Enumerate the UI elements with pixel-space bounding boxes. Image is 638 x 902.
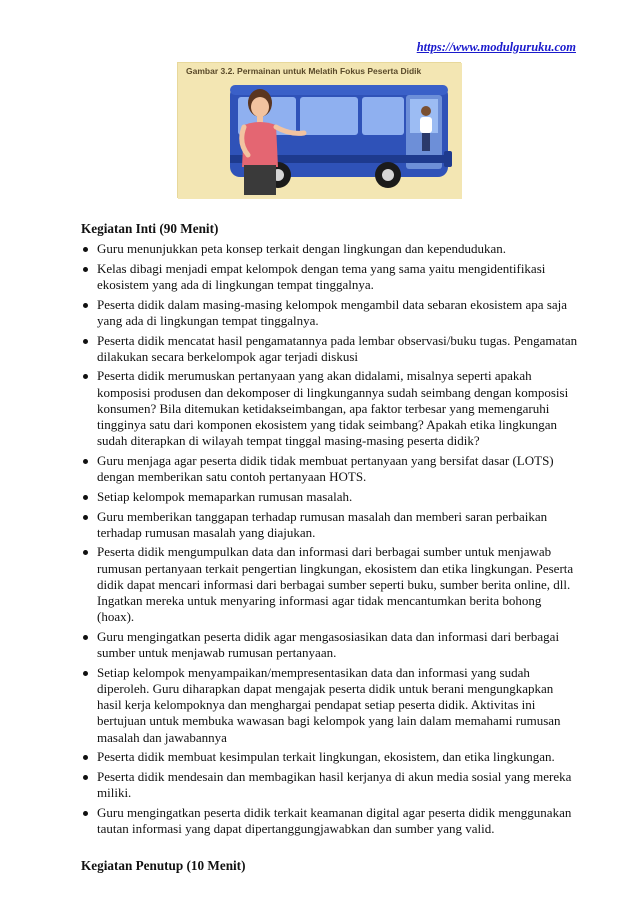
bullet-icon xyxy=(83,811,88,816)
list-item: Peserta didik mengumpulkan data dan informasi dari berbagai sumber untuk menjawab rumusan pertanyaan terkait pengertian lingkungan, ekosistem dan etika lingkungan. Peserta didik dapat mencari informasi dari berbagai sumber seperti buku, sumber berita online, dll. Ingatkan mereka untuk menyaring informasi agar tidak mencantumkan berita bohong (hoax). xyxy=(81,544,581,625)
bullet-icon xyxy=(83,515,88,520)
bullet-icon xyxy=(83,550,88,555)
bullet-icon xyxy=(83,459,88,464)
list-item: Guru menunjukkan peta konsep terkait dengan lingkungan dan kependudukan. xyxy=(81,241,581,257)
bullet-icon xyxy=(83,495,88,500)
list-item: Setiap kelompok menyampaikan/mempresentasikan data dan informasi yang sudah diperoleh. Guru diharapkan dapat mengajak peserta didik untuk berani mengungkapkan hasil kerja kelompoknya dan menghargai pendapat setiap peserta didik. Aktivitas ini bertujuan untuk membuka wawasan bagi kelompok yang lain dalam memahami rumusan masalah dan jawabannya xyxy=(81,665,581,746)
source-url-link[interactable]: https://www.modulguruku.com xyxy=(416,40,576,54)
list-item: Peserta didik mencatat hasil pengamatannya pada lembar observasi/buku tugas. Pengamatan dilakukan secara berkelompok agar terjadi diskusi xyxy=(81,333,581,365)
bullet-icon xyxy=(83,339,88,344)
list-item: Guru menjaga agar peserta didik tidak membuat pertanyaan yang bersifat dasar (LOTS) dengan memberikan satu contoh pertanyaan HOTS. xyxy=(81,453,581,485)
list-item: Peserta didik membuat kesimpulan terkait lingkungan, ekosistem, dan etika lingkungan. xyxy=(81,749,581,765)
section-title-penutup: Kegiatan Penutup (10 Menit) xyxy=(81,858,246,874)
activity-list xyxy=(81,241,581,837)
figure-caption: Gambar 3.2. Permainan untuk Melatih Fokus Peserta Didik xyxy=(186,66,422,76)
list-item: Peserta didik dalam masing-masing kelompok mengambil data sebaran ekosistem apa saja yang ada di lingkungan tempat tinggalnya. xyxy=(81,297,581,329)
list-item: Setiap kelompok memaparkan rumusan masalah. xyxy=(81,489,581,505)
bullet-icon xyxy=(83,247,88,252)
list-item: Guru mengingatkan peserta didik terkait keamanan digital agar peserta didik menggunakan tautan informasi yang dapat dipertanggungjawabkan dan sumber yang valid. xyxy=(81,805,581,837)
bullet-icon xyxy=(83,303,88,308)
bullet-icon xyxy=(83,671,88,676)
list-item: Guru memberikan tanggapan terhadap rumusan masalah dan memberi saran perbaikan terhadap rumusan masalah yang diajukan. xyxy=(81,509,581,541)
bullet-icon xyxy=(83,635,88,640)
main-content xyxy=(81,220,581,875)
list-item: Guru mengingatkan peserta didik agar mengasosiasikan data dan informasi dari berbagai sumber untuk menjawab rumusan pertanyaan. xyxy=(81,629,581,661)
bullet-icon xyxy=(83,775,88,780)
section-title-inti: Kegiatan Inti (90 Menit) xyxy=(81,221,219,236)
list-item: Peserta didik merumuskan pertanyaan yang akan didalami, misalnya seperti apakah komposisi produsen dan dekomposer di lingkungannya sudah seimbang dengan komposisi konsumen? Bila ditemukan ketidakseimbangan, apa faktor terbesar yang memengaruhi tingginya satu dari komponen ekosistem yang tidak seimbang? Apakah etika lingkungan sudah diterapkan di wilayah tempat tinggal masing-masing peserta didik? xyxy=(81,368,581,449)
bullet-icon xyxy=(83,755,88,760)
list-item: Peserta didik mendesain dan membagikan hasil kerjanya di akun media sosial yang mereka miliki. xyxy=(81,769,581,801)
list-item: Kelas dibagi menjadi empat kelompok dengan tema yang sama yaitu mengidentifikasi ekosistem yang ada di lingkungan tempat tinggalnya. xyxy=(81,261,581,293)
bullet-icon xyxy=(83,267,88,272)
illustration-figure xyxy=(177,62,461,198)
bullet-icon xyxy=(83,374,88,379)
bus-illustration xyxy=(178,63,462,199)
